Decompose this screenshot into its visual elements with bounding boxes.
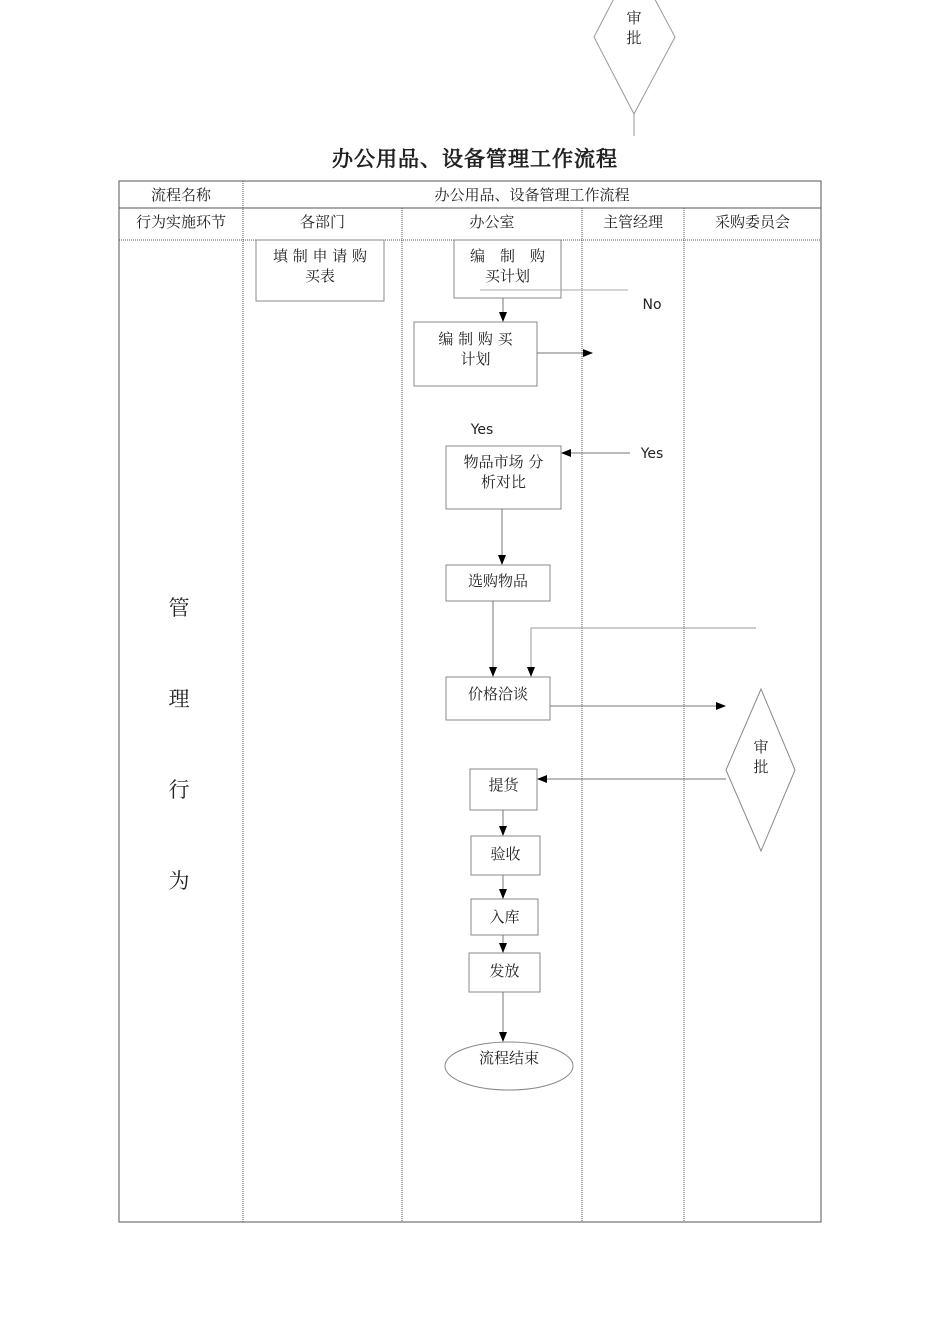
node-market-analysis: 物品市场 分 析对比	[463, 453, 544, 491]
node-pickup: 提货	[488, 776, 519, 794]
side-label-char-1: 管	[168, 596, 190, 620]
node-distribute: 发放	[489, 962, 520, 980]
side-label-char-3: 行	[168, 778, 190, 802]
node-inspect: 验收	[490, 845, 521, 863]
node-draft-plan-1: 编 制 购 买计划	[469, 247, 545, 285]
top-decision-label: 审 批	[626, 9, 642, 47]
row-process-name-label: 流程名称	[150, 186, 211, 204]
node-draft-plan-2: 编 制 购 买 计划	[438, 330, 513, 368]
lane-header-office: 办公室	[469, 213, 515, 231]
edge-label-yes-right: Yes	[640, 446, 664, 462]
node-price-negotiation: 价格洽谈	[467, 685, 528, 703]
node-storage: 入库	[489, 908, 520, 926]
node-fill-form: 填 制 申 请 购 买表	[272, 247, 368, 285]
page-title: 办公用品、设备管理工作流程	[332, 146, 618, 171]
node-end: 流程结束	[478, 1049, 539, 1067]
node-approve: 审 批	[753, 738, 769, 776]
lane-header-committee: 采购委员会	[714, 213, 790, 231]
node-select-goods: 选购物品	[467, 572, 528, 590]
side-label-char-2: 理	[168, 687, 190, 711]
row-process-name-value: 办公用品、设备管理工作流程	[434, 186, 630, 204]
edge-label-yes-left: Yes	[470, 422, 494, 438]
lane-header-departments: 各部门	[299, 213, 345, 231]
side-label-char-4: 为	[168, 869, 190, 893]
lane-header-manager: 主管经理	[602, 213, 663, 231]
row-action-label: 行为实施环节	[135, 213, 226, 231]
edge-label-no: No	[642, 297, 662, 313]
